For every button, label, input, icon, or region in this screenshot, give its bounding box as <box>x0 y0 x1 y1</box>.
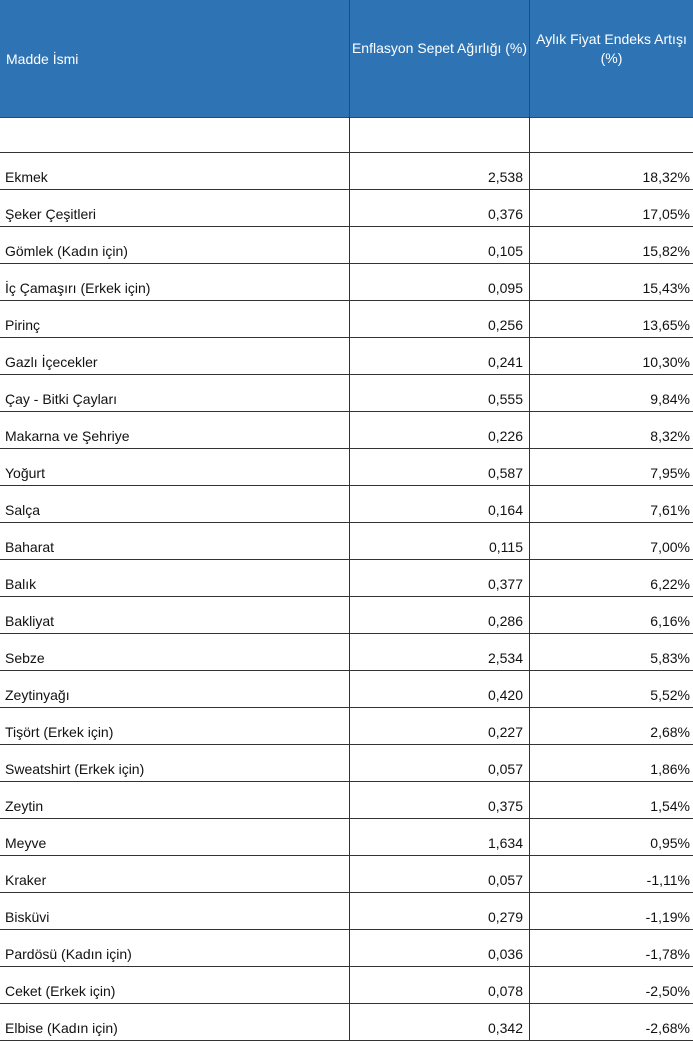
item-name: Çay - Bitki Çayları <box>5 391 118 407</box>
table-row <box>0 153 693 190</box>
column-divider <box>529 190 530 226</box>
item-name: Zeytin <box>5 798 44 814</box>
price-change: -2,68% <box>645 1020 690 1036</box>
column-divider <box>529 745 530 781</box>
column-divider <box>529 375 530 411</box>
price-change: 15,82% <box>642 243 690 259</box>
header-divider <box>529 0 530 117</box>
table-row <box>0 190 693 227</box>
price-change: 5,52% <box>650 687 690 703</box>
price-change: 7,61% <box>650 502 690 518</box>
table-row <box>0 560 693 597</box>
price-change: -1,78% <box>645 946 690 962</box>
column-divider <box>349 264 350 300</box>
table-row <box>0 708 693 745</box>
item-name: Ceket (Erkek için) <box>5 983 116 999</box>
column-divider <box>349 486 350 522</box>
column-divider <box>529 708 530 744</box>
table-row <box>0 819 693 856</box>
column-divider <box>529 671 530 707</box>
column-divider <box>349 967 350 1003</box>
table-row <box>0 930 693 967</box>
basket-weight: 0,377 <box>487 576 523 592</box>
column-divider <box>349 782 350 818</box>
basket-weight: 0,376 <box>487 206 523 222</box>
column-divider <box>529 856 530 892</box>
column-divider <box>529 893 530 929</box>
header-divider <box>349 0 350 117</box>
basket-weight: 0,078 <box>487 983 523 999</box>
item-name: Tişört (Erkek için) <box>5 724 114 740</box>
column-divider <box>529 967 530 1003</box>
table-row <box>0 634 693 671</box>
basket-weight: 0,115 <box>489 539 523 555</box>
item-name: Elbise (Kadın için) <box>5 1020 118 1036</box>
table-row <box>0 782 693 819</box>
item-name: Bakliyat <box>5 613 55 629</box>
column-divider <box>349 560 350 596</box>
basket-weight: 0,375 <box>487 798 523 814</box>
column-divider <box>529 523 530 559</box>
price-change: 0,95% <box>650 835 690 851</box>
item-name: Şeker Çeşitleri <box>5 206 97 222</box>
item-name: Sebze <box>5 650 45 666</box>
table-row <box>0 745 693 782</box>
item-name: Bisküvi <box>5 909 50 925</box>
item-name: Yoğurt <box>5 465 45 481</box>
header-monthly-increase: Aylık Fiyat Endeks Artışı (%) <box>536 30 687 66</box>
table-row <box>0 412 693 449</box>
column-divider <box>529 264 530 300</box>
column-divider <box>349 375 350 411</box>
column-divider <box>529 301 530 337</box>
basket-weight: 0,057 <box>487 872 523 888</box>
column-divider <box>349 1004 350 1040</box>
price-change: 1,86% <box>650 761 690 777</box>
table-row <box>0 486 693 523</box>
item-name: Zeytinyağı <box>5 687 70 703</box>
basket-weight: 0,587 <box>487 465 523 481</box>
table-row <box>0 856 693 893</box>
item-name: Kraker <box>5 872 47 888</box>
table-row <box>0 375 693 412</box>
price-change: 2,68% <box>650 724 690 740</box>
item-name: Meyve <box>5 835 47 851</box>
column-divider <box>349 819 350 855</box>
price-change: 10,30% <box>642 354 690 370</box>
item-name: Makarna ve Şehriye <box>5 428 130 444</box>
item-name: Pirinç <box>5 317 41 333</box>
basket-weight: 0,241 <box>487 354 523 370</box>
price-change: 18,32% <box>642 169 690 185</box>
basket-weight: 0,286 <box>487 613 523 629</box>
table-row <box>0 523 693 560</box>
table-row <box>0 338 693 375</box>
basket-weight: 0,095 <box>487 280 523 296</box>
column-divider <box>349 227 350 263</box>
item-name: Gömlek (Kadın için) <box>5 243 128 259</box>
basket-weight: 2,538 <box>487 169 523 185</box>
column-divider <box>349 893 350 929</box>
basket-weight: 0,342 <box>487 1020 523 1036</box>
table-row <box>0 967 693 1004</box>
price-change: 17,05% <box>642 206 690 222</box>
column-divider <box>349 301 350 337</box>
table-row <box>0 1004 693 1041</box>
column-divider <box>529 412 530 448</box>
table-body <box>0 153 693 1041</box>
column-divider <box>349 671 350 707</box>
column-divider <box>349 634 350 670</box>
price-change: 8,32% <box>650 428 690 444</box>
table-row <box>0 264 693 301</box>
column-divider <box>529 117 530 152</box>
table-row <box>0 893 693 930</box>
basket-weight: 0,279 <box>487 909 523 925</box>
column-divider <box>529 634 530 670</box>
header-basket-weight: Enflasyon Sepet Ağırlığı (%) <box>351 40 528 56</box>
column-divider <box>529 782 530 818</box>
item-name: Baharat <box>5 539 55 555</box>
price-change: -2,50% <box>645 983 690 999</box>
item-name: İç Çamaşırı (Erkek için) <box>5 280 151 296</box>
price-change: -1,11% <box>646 872 690 888</box>
column-divider <box>349 117 350 152</box>
column-divider <box>349 412 350 448</box>
price-change: 5,83% <box>650 650 690 666</box>
basket-weight: 0,105 <box>487 243 523 259</box>
column-divider <box>529 153 530 189</box>
item-name: Pardösü (Kadın için) <box>5 946 132 962</box>
column-divider <box>529 227 530 263</box>
basket-weight: 0,036 <box>487 946 523 962</box>
header-item-name: Madde İsmi <box>6 50 79 67</box>
column-divider <box>349 190 350 226</box>
price-change: 6,16% <box>650 613 690 629</box>
table-row <box>0 597 693 634</box>
column-divider <box>349 153 350 189</box>
column-divider <box>529 449 530 485</box>
price-change: 6,22% <box>650 576 690 592</box>
column-divider <box>349 338 350 374</box>
item-name: Sweatshirt (Erkek için) <box>5 761 145 777</box>
table-row <box>0 301 693 338</box>
item-name: Ekmek <box>5 169 48 185</box>
column-divider <box>349 597 350 633</box>
table-row <box>0 227 693 264</box>
basket-weight: 0,555 <box>487 391 523 407</box>
column-divider <box>529 930 530 966</box>
item-name: Gazlı İçecekler <box>5 354 98 370</box>
basket-weight: 0,227 <box>487 724 523 740</box>
table-header <box>0 0 693 118</box>
column-divider <box>529 597 530 633</box>
basket-weight: 0,164 <box>487 502 523 518</box>
basket-weight: 0,057 <box>487 761 523 777</box>
column-divider <box>349 449 350 485</box>
basket-weight: 1,634 <box>487 835 523 851</box>
price-change: 1,54% <box>650 798 690 814</box>
column-divider <box>349 856 350 892</box>
item-name: Salça <box>5 502 41 518</box>
column-divider <box>349 930 350 966</box>
column-divider <box>349 708 350 744</box>
basket-weight: 0,420 <box>487 687 523 703</box>
price-change: 15,43% <box>642 280 690 296</box>
price-change: 7,00% <box>650 539 690 555</box>
basket-weight: 2,534 <box>487 650 523 666</box>
column-divider <box>529 338 530 374</box>
table-row <box>0 449 693 486</box>
table-row <box>0 671 693 708</box>
price-change: 13,65% <box>642 317 690 333</box>
spacer-row <box>0 117 693 153</box>
column-divider <box>529 1004 530 1040</box>
price-change: 7,95% <box>650 465 690 481</box>
item-name: Balık <box>5 576 37 592</box>
column-divider <box>529 819 530 855</box>
column-divider <box>349 523 350 559</box>
basket-weight: 0,226 <box>487 428 523 444</box>
column-divider <box>529 560 530 596</box>
column-divider <box>349 745 350 781</box>
column-divider <box>529 486 530 522</box>
price-change: 9,84% <box>650 391 690 407</box>
price-change: -1,19% <box>645 909 690 925</box>
basket-weight: 0,256 <box>487 317 523 333</box>
